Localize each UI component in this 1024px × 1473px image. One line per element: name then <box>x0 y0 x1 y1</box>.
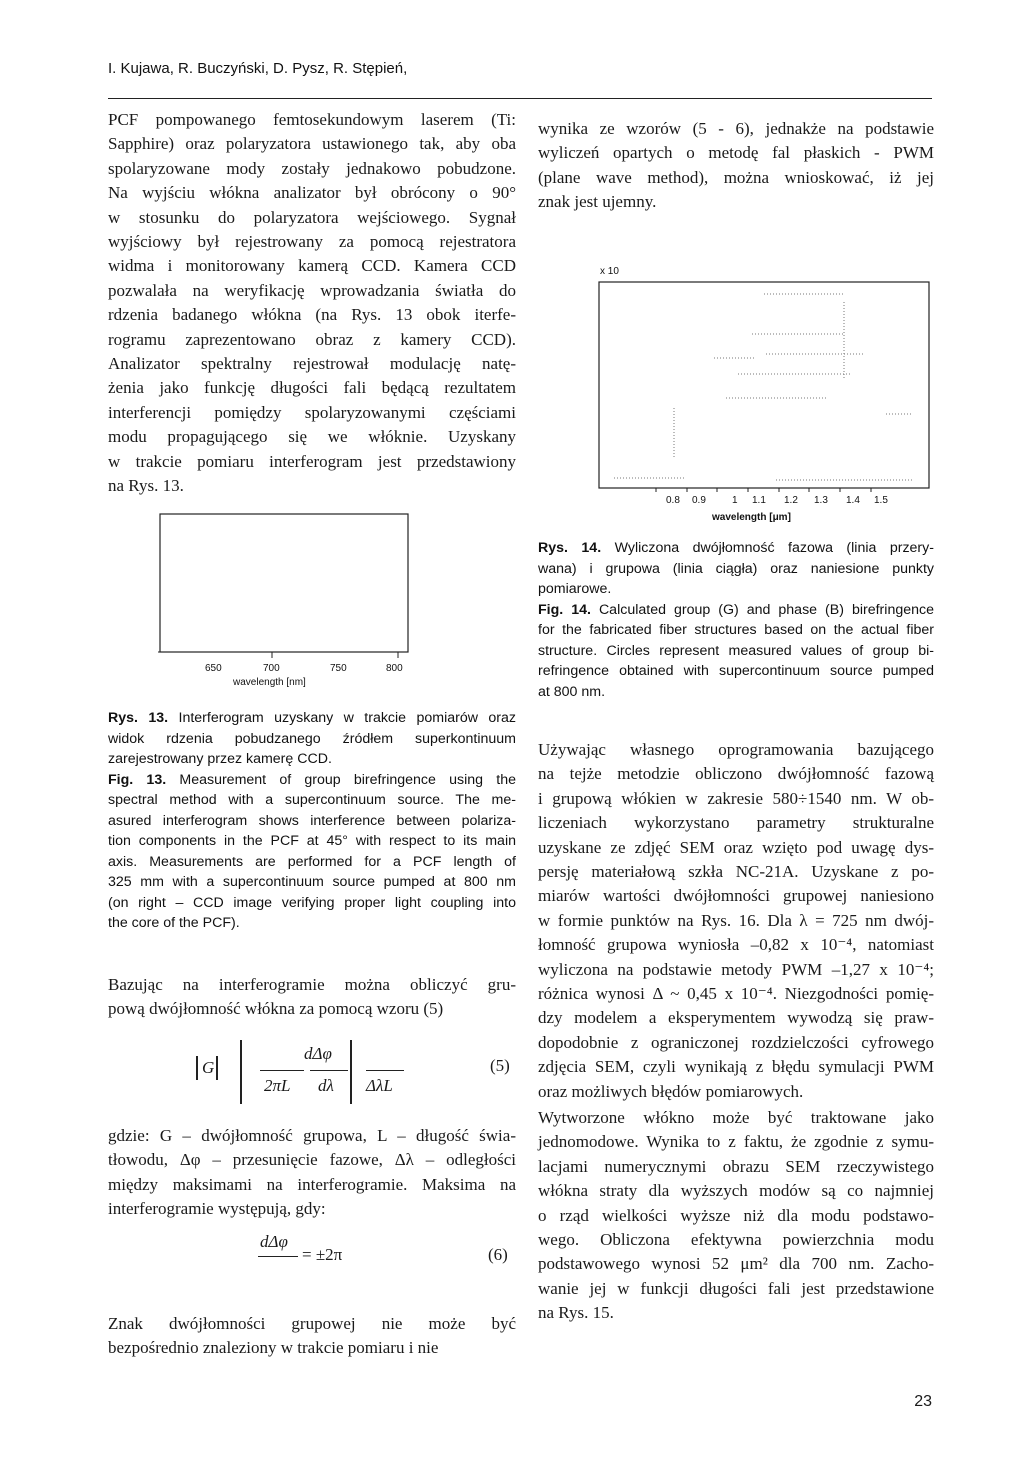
left-paragraph-2 <box>108 973 516 1022</box>
right-paragraph-3 <box>538 1106 934 1326</box>
right-paragraph-2 <box>538 738 934 1104</box>
fig14-en-label: Fig. 14. <box>538 601 591 618</box>
fig13-xtick-750: 750 <box>330 663 347 674</box>
text-line: gdzie: G – dwójłomność grupowa, L – długość świa- <box>108 1126 516 1145</box>
fig13-en-line: the core of the PCF). <box>108 915 240 931</box>
fig14-pl-line: Wyliczona dwójłomność fazowa (linia przery- <box>614 540 934 556</box>
eq5-bracket-right <box>350 1040 352 1104</box>
text-line: pozwalała na weryfikację wprowadzania światła do <box>108 280 516 300</box>
eq5-abs-bar-left <box>196 1056 198 1080</box>
fig13-plot-frame <box>160 514 408 652</box>
fig13-xlabel: wavelength [nm] <box>233 677 306 688</box>
eq5-number: (5) <box>490 1056 510 1075</box>
text-line: na tejże metodzie obliczono dwójłomność fazową <box>538 764 934 784</box>
fig14-xtick-1.2: 1.2 <box>784 495 798 506</box>
text-line: PCF pompowanego femtosekundowym laserem (Ti: <box>108 110 516 129</box>
fig13-en-line: asured interferogram shows interference between polariza- <box>108 812 516 829</box>
text-line: Używając własnego oprogramowania bazującego <box>538 740 934 759</box>
fig13-pl-line: widok rdzenia pobudzanego źródłem superkontinuum <box>108 730 516 747</box>
fig14-en-line: structure. Circles represent measured values of group bi- <box>538 642 934 659</box>
text-line: pową dwójłomność włókna za pomocą wzoru (5) <box>108 999 444 1019</box>
fig14-en-line: for the fabricated fiber structures based on the actual fiber <box>538 622 934 638</box>
fig13-xtick-700: 700 <box>263 663 280 674</box>
text-line: na Rys. 13. <box>108 476 184 496</box>
text-line: Znak dwójłomności grupowej nie może być <box>108 1314 516 1333</box>
text-line: łomność grupowa wyniosła –0,82 x 10⁻⁴, natomiast <box>538 935 934 955</box>
fig13-svg <box>150 510 425 695</box>
text-line: liczeniach wykorzystano parametry strukturalne <box>538 813 934 833</box>
text-line: dopodobnie z ograniczonej rozdzielczości cyfrowego <box>538 1032 934 1052</box>
fig14-curves <box>614 294 914 480</box>
eq5-numerator: dΔφ <box>304 1044 332 1063</box>
equation-5 <box>180 1040 520 1108</box>
running-header: I. Kujawa, R. Buczyński, D. Pysz, R. Stępień, <box>108 60 408 77</box>
text-line: tłowodu, Δφ – przesunięcie fazowe, Δλ – odległości <box>108 1150 516 1170</box>
eq6-numerator: dΔφ <box>260 1232 288 1251</box>
eq6-fraction-line <box>258 1256 298 1257</box>
text-line: jednomodowe. Wynika to z faktu, że zgodnie z symu- <box>538 1132 934 1152</box>
left-paragraph-1 <box>108 108 516 499</box>
fig14-xtick-1.4: 1.4 <box>846 495 860 506</box>
fig13-pl-label: Rys. 13. <box>108 710 169 726</box>
eq5-fraction-line-3 <box>366 1070 404 1071</box>
fig14-en-line: Calculated group (G) and phase (B) birefringence <box>598 601 934 618</box>
fig13-en-label: Fig. 13. <box>108 771 167 788</box>
eq5-fraction-line-1 <box>260 1070 304 1071</box>
fig14-plot-frame <box>599 282 929 488</box>
eq6-number: (6) <box>488 1245 508 1264</box>
fig14-xtick-0.9: 0.9 <box>692 495 706 506</box>
fig13-en-line: (on right – CCD image verifying proper light coupling into <box>108 894 516 911</box>
text-line: wyliczeń opartych o metodę fal płaskich - PWM <box>538 143 934 163</box>
eq5-right: ΔλL <box>366 1076 393 1095</box>
fig14-ticks <box>656 488 871 492</box>
fig14-pl-line: wana) i grupowa (linia ciągła) oraz naniesione punkty <box>538 560 934 577</box>
fig13-en-line: 325 mm with a supercontinuum source pumped at 800 nm <box>108 874 516 890</box>
text-line: spolaryzowane mody zostały jednakowo pobudzone. <box>108 158 516 178</box>
equation-6 <box>258 1232 520 1282</box>
text-line: lacjami numerycznymi obrazu SEM rzeczywistego <box>538 1156 934 1176</box>
text-line: dzy modelem a eksperymentem wywodzą się praw- <box>538 1008 934 1028</box>
text-line: wego. Obliczona efektywna powierzchnia modu <box>538 1230 934 1250</box>
text-line: wyliczona na podstawie metody PWM –1,27 x 10⁻⁴; <box>538 959 934 979</box>
fig13-en-line: axis. Measurements are performed for a PCF length of <box>108 853 516 870</box>
text-line: różnica wynosi Δ ~ 0,45 x 10⁻⁴. Niezgodności pomię- <box>538 984 934 1004</box>
text-line: włókna straty dla wyższych modów są co najmniej <box>538 1181 934 1201</box>
eq5-g: G <box>202 1058 215 1077</box>
fig14-xtick-0.8: 0.8 <box>666 495 680 506</box>
text-line: na Rys. 15. <box>538 1303 614 1323</box>
eq5-den2: dλ <box>318 1076 334 1095</box>
fig14-xlabel: wavelength [μm] <box>712 512 791 523</box>
fig13-xtick-800: 800 <box>386 663 403 674</box>
text-line: rogramu zaprezentowano obraz z kamery CCD). <box>108 329 516 349</box>
text-line: wynika ze wzorów (5 - 6), jednakże na podstawie <box>538 119 934 138</box>
fig14-xtick-1: 1 <box>732 495 738 506</box>
fig13-xtick-650: 650 <box>205 663 222 674</box>
text-line: (plane wave method), można wnioskować, iż jej <box>538 167 934 187</box>
fig14-en-line: refringence obtained with supercontinuum source pumped <box>538 663 934 679</box>
text-line: interferencji pomiędzy spolaryzowanymi częściami <box>108 402 516 422</box>
text-line: modu propagującego się we włóknie. Uzyskany <box>108 427 516 447</box>
text-line: w stosunku do polaryzatora wejściowego. Sygnał <box>108 207 516 227</box>
text-line: Bazując na interferogramie można obliczyć gru- <box>108 975 516 994</box>
text-line: Na wyjściu włókna analizator był obrócony o 90° <box>108 183 516 203</box>
eq5-bracket-left <box>240 1040 242 1104</box>
fig14-en-line: at 800 nm. <box>538 683 606 700</box>
fig14-pl-label: Rys. 14. <box>538 540 602 556</box>
fig14-xtick-1.5: 1.5 <box>874 495 888 506</box>
text-line: wyjściowy był rejestrowany za pomocą rejestratora <box>108 232 516 252</box>
fig13-pl-line: zarejestrowany przez kamerę CCD. <box>108 751 332 767</box>
fig13-pl-line: Interferogram uzyskany w trakcie pomiarów oraz <box>178 710 516 726</box>
eq6-rhs: = ±2π <box>302 1245 343 1264</box>
text-line: wanie jej w funkcji długości fali jest przedstawione <box>538 1278 934 1298</box>
text-line: podstawowego wynosi 52 μm² dla 700 nm. Zacho- <box>538 1254 934 1274</box>
fig13-en-line: tion components in the PCF at 45° with respect to its main <box>108 833 516 849</box>
text-line: uzyskane ze zdjęć SEM oraz wzięto pod uwagę dys- <box>538 837 934 857</box>
text-line: bezpośrednio znaleziony w trakcie pomiaru i nie <box>108 1338 439 1358</box>
figure-14-birefringence-chart <box>594 262 934 532</box>
text-line: i grupową włókien w zakresie 580÷1540 nm. W ob- <box>538 788 934 808</box>
right-paragraph-1 <box>538 117 934 215</box>
fig14-multiplier: x 10 <box>600 266 619 277</box>
fig14-svg <box>594 262 934 532</box>
text-line: persję materiałową szkła NC-21A. Uzyskane z po- <box>538 862 934 882</box>
text-line: miarów wartości dwójłomności grupowej naniesiono <box>538 886 934 906</box>
text-line: żenia jako funkcję długości fali będącą rezultatem <box>108 378 516 398</box>
figure-13-caption <box>108 708 516 934</box>
left-paragraph-3 <box>108 1124 516 1222</box>
text-line: Sapphire) oraz polaryzatora ustawionego tak, aby oba <box>108 134 516 154</box>
figure-14-caption <box>538 538 934 702</box>
text-line: Wytworzone włókno może być traktowane jako <box>538 1108 934 1127</box>
fig14-pl-line: pomiarowe. <box>538 581 612 597</box>
eq5-den1: 2πL <box>264 1076 291 1095</box>
text-line: widma i monitorowany kamerą CCD. Kamera CCD <box>108 256 516 276</box>
text-line: znak jest ujemny. <box>538 192 657 212</box>
eq5-abs-bar-right <box>216 1056 218 1080</box>
page-number: 23 <box>914 1393 932 1410</box>
text-line: oraz możliwych błędów pomiarowych. <box>538 1081 804 1101</box>
text-line: Analizator spektralny rejestrował modulację natę- <box>108 354 516 374</box>
fig13-en-line: Measurement of group birefringence using the <box>179 771 516 788</box>
eq5-fraction-line-2 <box>310 1070 348 1071</box>
text-line: między maksimami na interferogramie. Maksima na <box>108 1174 516 1194</box>
figure-13-interferogram <box>150 510 425 695</box>
text-line: w formie punktów na Rys. 16. Dla λ = 725 nm dwój- <box>538 910 934 930</box>
text-line: w trakcie pomiaru interferogram jest przedstawiony <box>108 451 516 471</box>
fig14-xtick-1.3: 1.3 <box>814 495 828 506</box>
fig14-xtick-1.1: 1.1 <box>752 495 766 506</box>
fig13-en-line: spectral method with a supercontinuum source. The me- <box>108 792 516 808</box>
header-rule <box>108 98 932 99</box>
text-line: zdjęcia SEM, czyli wynikają z błędu symulacji PWM <box>538 1057 934 1077</box>
text-line: o rząd wielkości wyższe niż dla modu podstawo- <box>538 1205 934 1225</box>
text-line: rdzenia badanego włókna (na Rys. 13 obok iterfe- <box>108 305 516 325</box>
left-paragraph-4 <box>108 1312 516 1361</box>
text-line: interferogramie występują, gdy: <box>108 1199 326 1219</box>
